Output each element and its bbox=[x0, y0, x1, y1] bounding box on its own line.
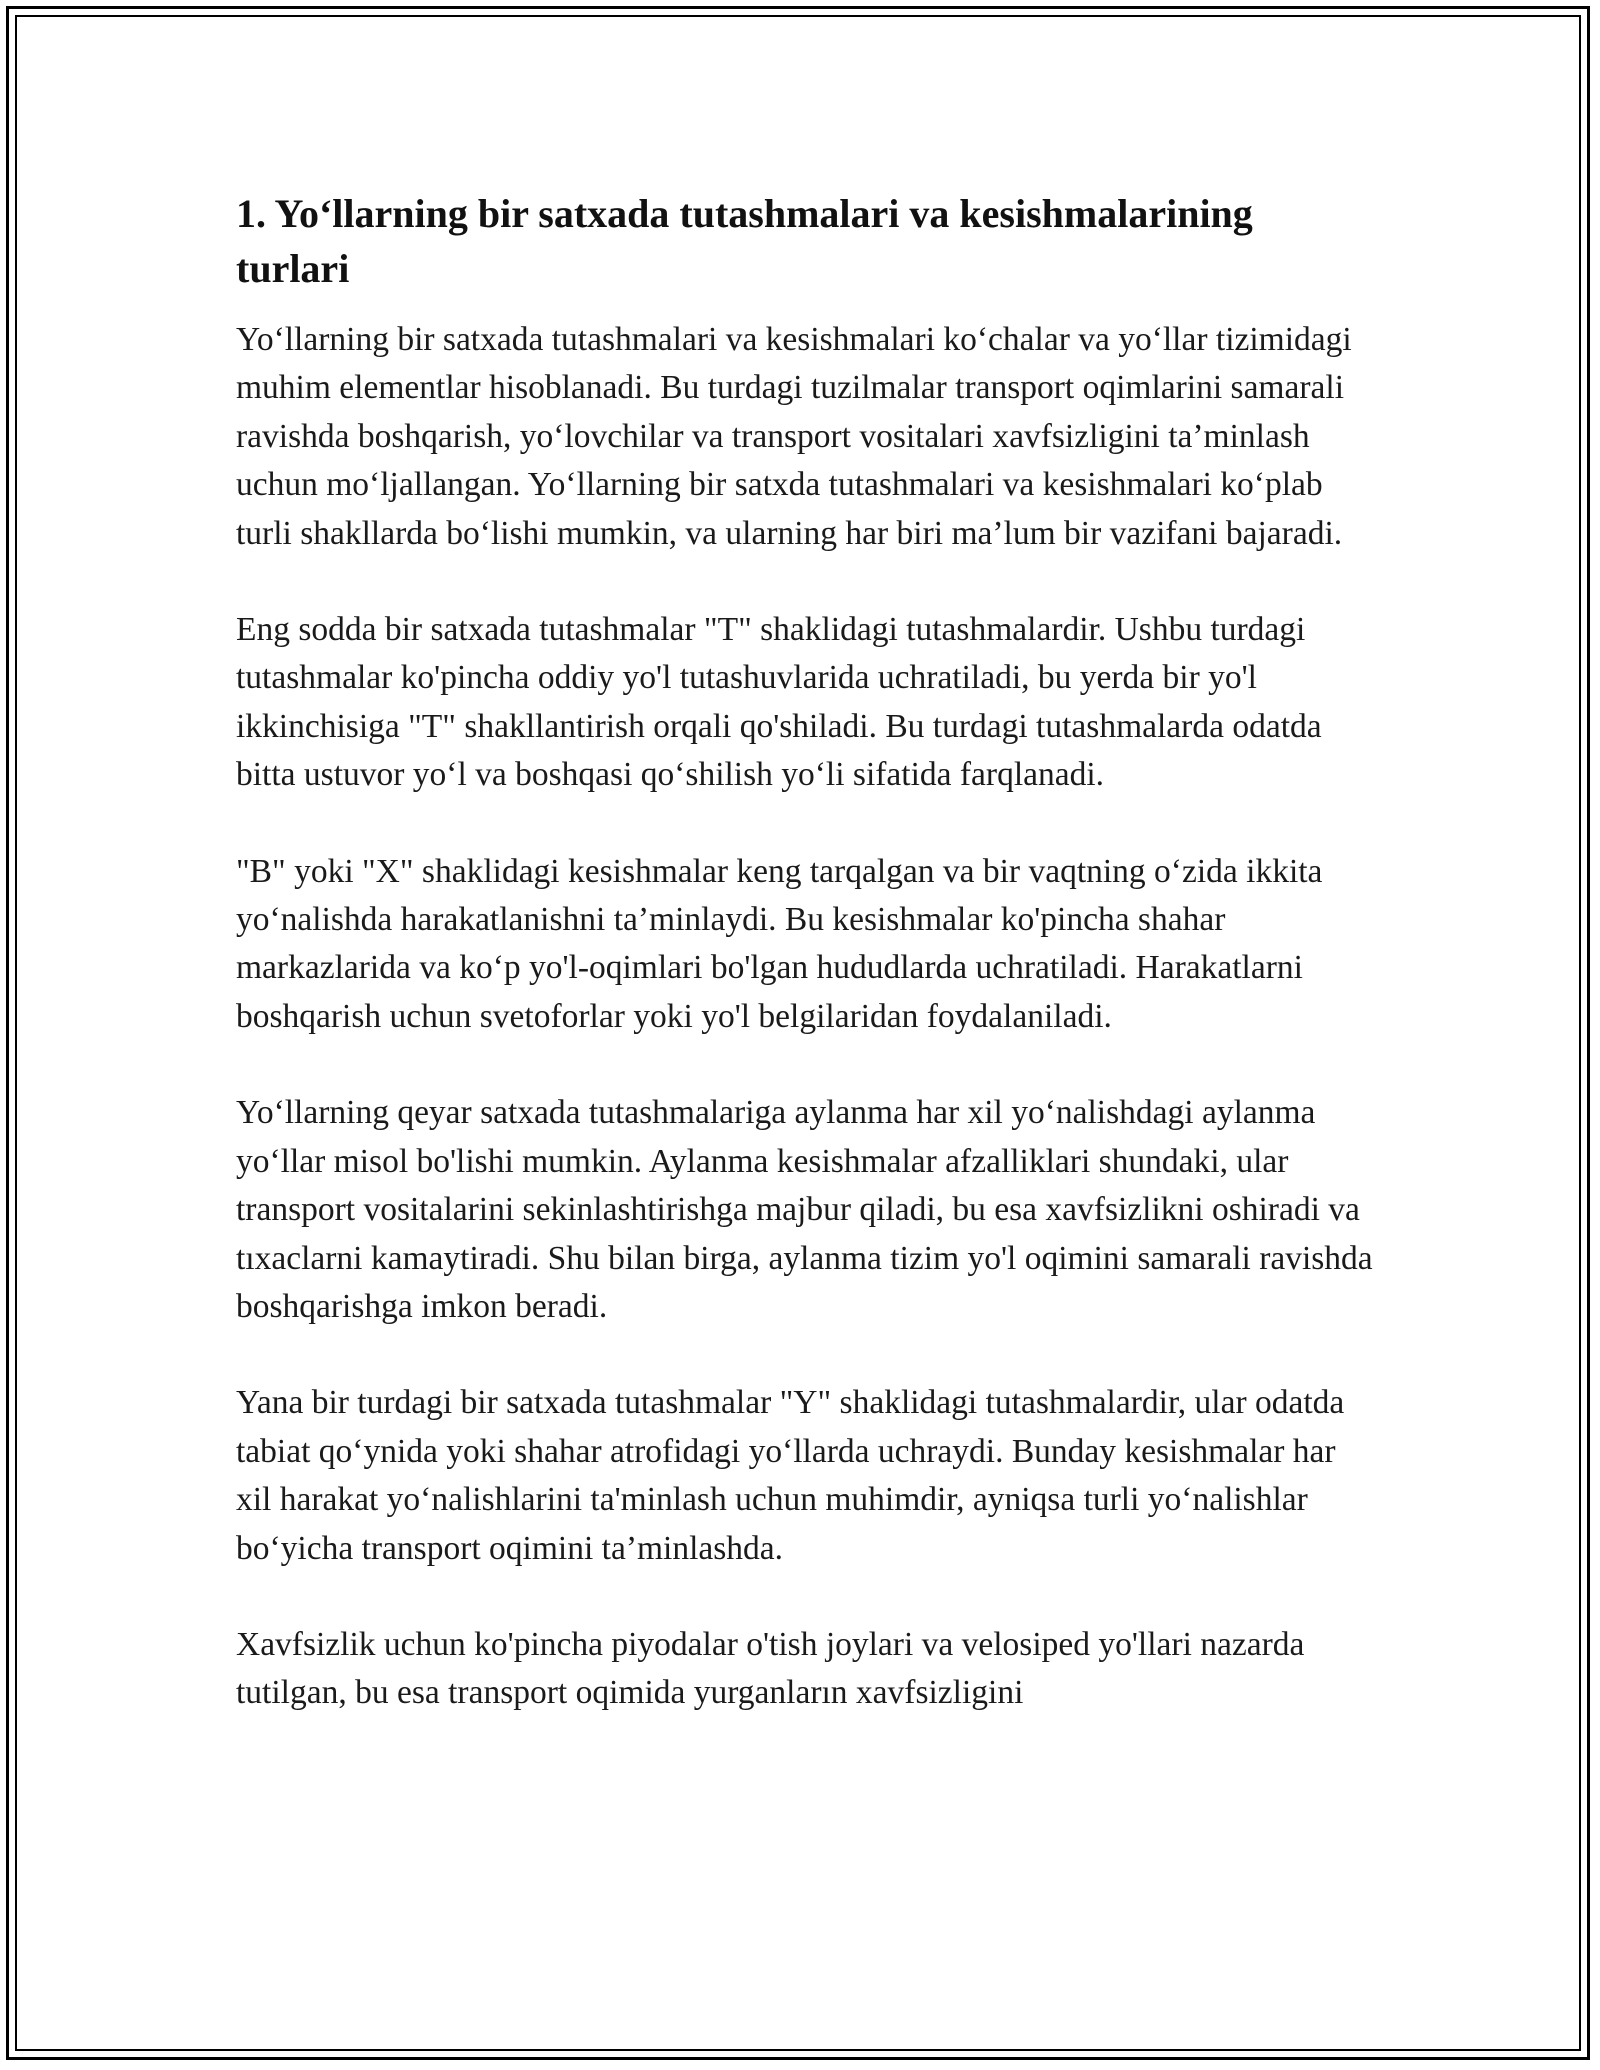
paragraph-6: Xavfsizlik uchun ko'pincha piyodalar o'tish joylari va velosiped yo'llari nazarda tutilgan, bu esa transport oqimida yurganların xavfsizligini bbox=[236, 1625, 1305, 1712]
document-body bbox=[236, 186, 1376, 1718]
section-title: 1. Yo‘llarning bir satxada tutashmalari va kesishmalarining turlari bbox=[236, 191, 1253, 291]
paragraph-5: Yana bir turdagi bir satxada tutashmalar "Y" shaklidagi tutashmalardir, ular odatda tabiat qo‘ynida yoki shahar atrofidagi yo‘llarda uchraydi. Bunday kesishmalar har xil harakat yo‘nalishlarini ta'minlash uchun muhimdir, ayniqsa turli yo‘nalishlar bo‘yicha transport oqimini ta’minlashda. bbox=[236, 1384, 1345, 1567]
paragraph-3: "B" yoki "X" shaklidagi kesishmalar keng tarqalgan va bir vaqtning o‘zida ikkita yo‘nalishda harakatlanishni ta’minlaydi. Bu kesishmalar ko'pincha shahar markazlarida va ko‘p yo'l-oqimlari bo'lgan hududlarda uchratiladi. Harakatlarni boshqarish uchun svetoforlar yoki yo'l belgilaridan foydalaniladi. bbox=[236, 852, 1323, 1035]
paragraph-4: Yo‘llarning qeyar satxada tutashmalariga aylanma har xil yo‘nalishdagi aylanma yo‘llar misol bo'lishi mumkin. Aylanma kesishmalar afzalliklari shundaki, ular transport vositalarini sekinlashtirishga majbur qiladi, bu esa xavfsizlikni oshiradi va tıxaclarni kamaytiradi. Shu bilan birga, aylanma tizim yo'l oqimini samarali ravishda boshqarishga imkon beradi. bbox=[236, 1094, 1373, 1325]
paragraph-2: Eng sodda bir satxada tutashmalar "T" shaklidagi tutashmalardir. Ushbu turdagi tutashmalar ko'pincha oddiy yo'l tutashuvlarida uchratiladi, bu yerda bir yo'l ikkinchisiga "T" shakllantirish orqali qo'shiladi. Bu turdagi tutashmalarda odatda bitta ustuvor yo‘l va boshqasi qo‘shilish yo‘li sifatida farqlanadi. bbox=[236, 611, 1322, 794]
paragraph-1: Yo‘llarning bir satxada tutashmalari va kesishmalari ko‘chalar va yo‘llar tizimidagi muhim elementlar hisoblanadi. Bu turdagi tuzilmalar transport oqimlarini samarali ravishda boshqarish, yo‘lovchilar va transport vositalari xavfsizligini ta’minlash uchun mo‘ljallangan. Yo‘llarning bir satxda tutashmalari va kesishmalari ko‘plab turli shakllarda bo‘lishi mumkin, va ularning har biri ma’lum bir vazifani bajaradi. bbox=[236, 321, 1352, 552]
